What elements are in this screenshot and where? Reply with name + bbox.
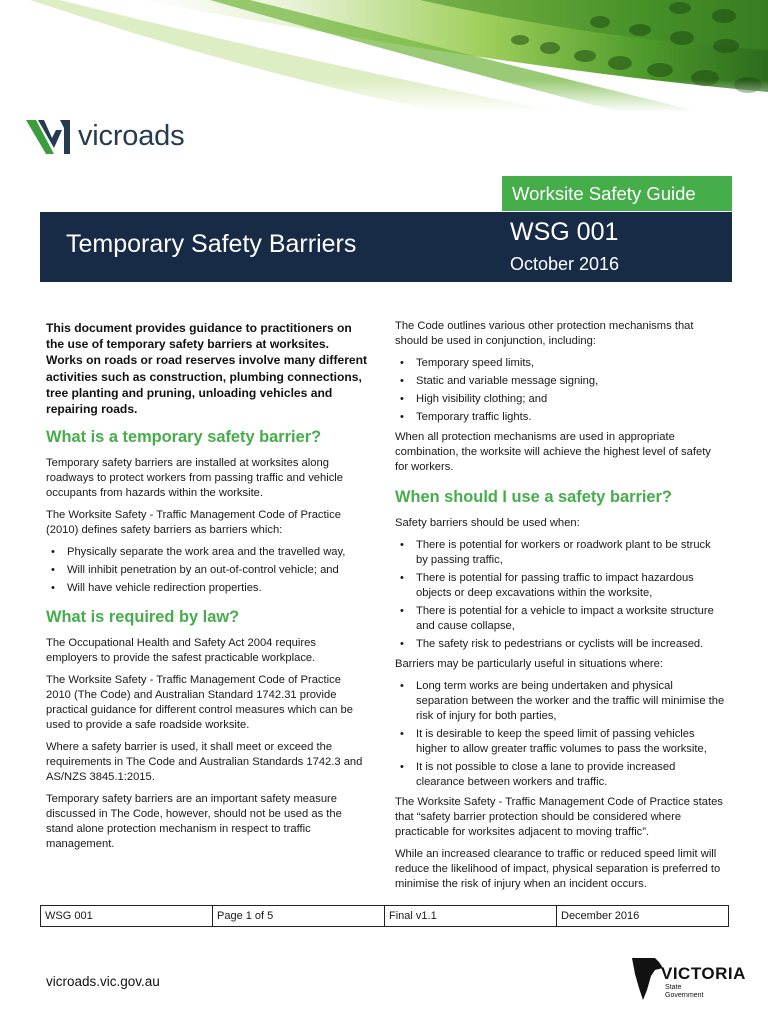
logo-text: vicroads <box>78 119 185 152</box>
list-item: • Will inhibit penetration by an out-of-control vehicle; and <box>46 563 368 578</box>
vicroads-tick-icon <box>24 114 74 158</box>
list-item: • Temporary speed limits, <box>395 356 725 371</box>
section-heading-when-to-use: When should I use a safety barrier? <box>395 488 672 506</box>
list-item: • The safety risk to pedestrians or cyclists will be increased. <box>395 637 725 652</box>
list-item: • Static and variable message signing, <box>395 374 725 389</box>
logo-subtext-line: Government <box>665 992 704 999</box>
list-item: • Long term works are being undertaken and physical separation between the worker and the traffic will minimise the risk of injury for both parties, <box>395 679 725 724</box>
footer-doc-number: WSG 001 <box>41 906 213 927</box>
paragraph: The Code outlines various other protection mechanisms that should be used in conjunction, including: <box>395 320 694 347</box>
protection-mechanisms-list <box>395 356 725 425</box>
logo-subtext-line: State <box>665 984 682 991</box>
barrier-definition-list <box>46 545 368 596</box>
vicroads-logo[interactable] <box>24 114 184 158</box>
use-conditions-list <box>395 538 725 652</box>
table-row <box>41 906 729 927</box>
victoria-map-icon <box>631 952 665 1004</box>
paragraph: Safety barriers should be used when: <box>395 517 580 529</box>
paragraph: The Worksite Safety - Traffic Management Code of Practice states that “safety barrier protection should be considered where practicable for worksites adjacent to moving traffic”. <box>395 796 723 838</box>
list-item: • Will have vehicle redirection properties. <box>46 581 368 596</box>
list-item: • There is potential for workers or roadwork plant to be struck by passing traffic, <box>395 538 725 568</box>
right-column <box>395 319 725 899</box>
list-item: • It is not possible to close a lane to provide increased clearance between workers and traffic. <box>395 760 725 790</box>
website-link[interactable]: vicroads.vic.gov.au <box>46 974 160 989</box>
footer-table <box>40 905 729 927</box>
victoria-wordmark: VICTORIA <box>661 964 746 983</box>
document-date: October 2016 <box>510 254 620 274</box>
document-title: Temporary Safety Barriers <box>66 230 357 258</box>
left-column <box>46 320 368 859</box>
footer-page: Page 1 of 5 <box>213 906 385 927</box>
footer-date: December 2016 <box>557 906 729 927</box>
paragraph: When all protection mechanisms are used in appropriate combination, the worksite will achieve the highest level of safety for workers. <box>395 431 711 473</box>
header-banner-image <box>0 0 768 112</box>
intro-paragraph: This document provides guidance to practitioners on the use of temporary safety barriers at worksites. Works on roads or road reserves involve many different activities such as construction, plumbing connections, tree planting and pruning, unloading vehicles and repairing roads. <box>46 321 368 417</box>
paragraph: Barriers may be particularly useful in situations where: <box>395 658 663 670</box>
useful-situations-list <box>395 679 725 790</box>
list-item: • There is potential for passing traffic to impact hazardous objects or deep excavations within the worksite, <box>395 571 725 601</box>
paragraph: The Worksite Safety - Traffic Management Code of Practice 2010 (The Code) and Australian Standard 1742.31 provide practical guidance for different control measures which can be used to provide a safe roadside worksite. <box>46 674 353 732</box>
paragraph: Temporary safety barriers are installed at worksites along roadways to protect workers from passing traffic and vehicle occupants from hazards within the worksite. <box>46 457 344 500</box>
section-heading-barrier-definition: What is a temporary safety barrier? <box>46 428 322 447</box>
paragraph: Where a safety barrier is used, it shall meet or exceed the requirements in The Code and Australian Standards 1742.3 and AS/NZS 3845.1:2015. <box>46 741 363 784</box>
section-heading-law: What is required by law? <box>46 608 240 627</box>
title-bar <box>40 212 732 282</box>
paragraph: Temporary safety barriers are an important safety measure discussed in The Code, however, should not be used as the stand alone protection mechanism in respect to traffic management. <box>46 793 342 851</box>
paragraph: While an increased clearance to traffic or reduced speed limit will reduce the likelihood of impact, physical separation is preferred to minimise the risk of injury when an incident occurs. <box>395 848 721 890</box>
footer-version: Final v1.1 <box>385 906 557 927</box>
list-item: • Physically separate the work area and the travelled way, <box>46 545 368 560</box>
document-number: WSG 001 <box>510 218 619 246</box>
logo-subtext <box>665 984 704 1000</box>
list-item: • High visibility clothing; and <box>395 392 725 407</box>
paragraph: The Worksite Safety - Traffic Management Code of Practice (2010) defines safety barriers as barriers which: <box>46 509 341 537</box>
list-item: • Temporary traffic lights. <box>395 410 725 425</box>
guide-label: Worksite Safety Guide <box>502 176 732 211</box>
banner-graphic <box>0 0 768 112</box>
list-item: • There is potential for a vehicle to impact a worksite structure and cause collapse, <box>395 604 725 634</box>
paragraph: The Occupational Health and Safety Act 2004 requires employers to provide the safest practicable workplace. <box>46 637 316 665</box>
list-item: • It is desirable to keep the speed limit of passing vehicles higher to allow greater traffic volumes to pass the worksite, <box>395 727 725 757</box>
victoria-government-logo <box>631 952 746 1004</box>
